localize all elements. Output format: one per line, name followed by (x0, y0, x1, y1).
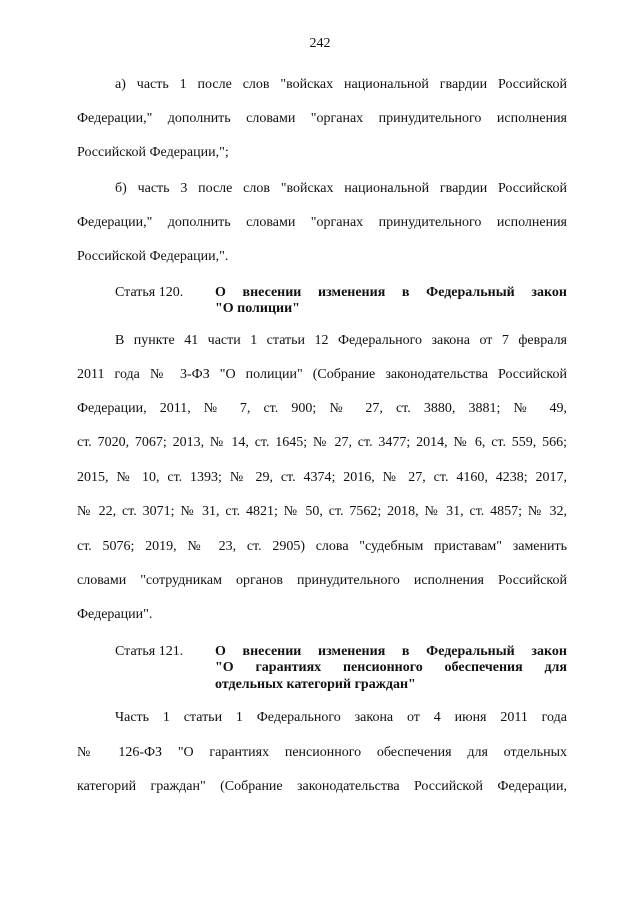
article-120-body-line-7: ст. 5076; 2019, № 23, ст. 2905) слова "судебным приставам" заменить (77, 539, 567, 554)
article-120-body-line-6: № 22, ст. 3071; № 31, ст. 4821; № 50, ст. 7562; 2018, № 31, ст. 4857; № 32, (77, 504, 567, 519)
article-121-title-line-3: отдельных категорий граждан" (215, 677, 416, 692)
article-120-body-line-2: 2011 года № 3-ФЗ "О полиции" (Собрание законодательства Российской (77, 367, 567, 382)
page-number: 242 (309, 36, 331, 51)
para-b-line-3: Российской Федерации,". (77, 249, 229, 264)
article-120-body-line-8: словами "сотрудникам органов принудительного исполнения Российской (77, 573, 567, 588)
para-b-line-2: Федерации," дополнить словами "органах принудительного исполнения (77, 215, 567, 230)
article-120-body-line-5: 2015, № 10, ст. 1393; № 29, ст. 4374; 2016, № 27, ст. 4160, 4238; 2017, (77, 470, 567, 485)
article-121-body-line-3: категорий граждан" (Собрание законодательства Российской Федерации, (77, 779, 567, 794)
para-a-line-2: Федерации," дополнить словами "органах принудительного исполнения (77, 111, 567, 126)
article-120-body-line-3: Федерации, 2011, № 7, ст. 900; № 27, ст. 3880, 3881; № 49, (77, 401, 567, 416)
article-121-title-line-2: "О гарантиях пенсионного обеспечения для (215, 660, 567, 675)
article-120-number: Статья 120. (115, 285, 184, 300)
para-a-line-1: а) часть 1 после слов "войсках национальной гвардии Российской (115, 77, 567, 92)
para-b-line-1: б) часть 3 после слов "войсках национальной гвардии Российской (115, 181, 567, 196)
article-121-title-line-1: О внесении изменения в Федеральный закон (215, 644, 567, 659)
article-120-title-line-2: "О полиции" (215, 301, 300, 316)
article-121-body-line-2: № 126-ФЗ "О гарантиях пенсионного обеспечения для отдельных (77, 745, 567, 760)
article-120-body-line-1: В пункте 41 части 1 статьи 12 Федерального закона от 7 февраля (115, 333, 567, 348)
article-121-body-line-1: Часть 1 статьи 1 Федерального закона от 4 июня 2011 года (115, 710, 567, 725)
article-121-number: Статья 121. (115, 644, 184, 659)
article-120-body-line-4: ст. 7020, 7067; 2013, № 14, ст. 1645; № 27, ст. 3477; 2014, № 6, ст. 559, 566; (77, 435, 567, 450)
para-a-line-3: Российской Федерации,"; (77, 145, 229, 160)
article-120-title-line-1: О внесении изменения в Федеральный закон (215, 285, 567, 300)
article-120-body-line-9: Федерации". (77, 607, 153, 622)
